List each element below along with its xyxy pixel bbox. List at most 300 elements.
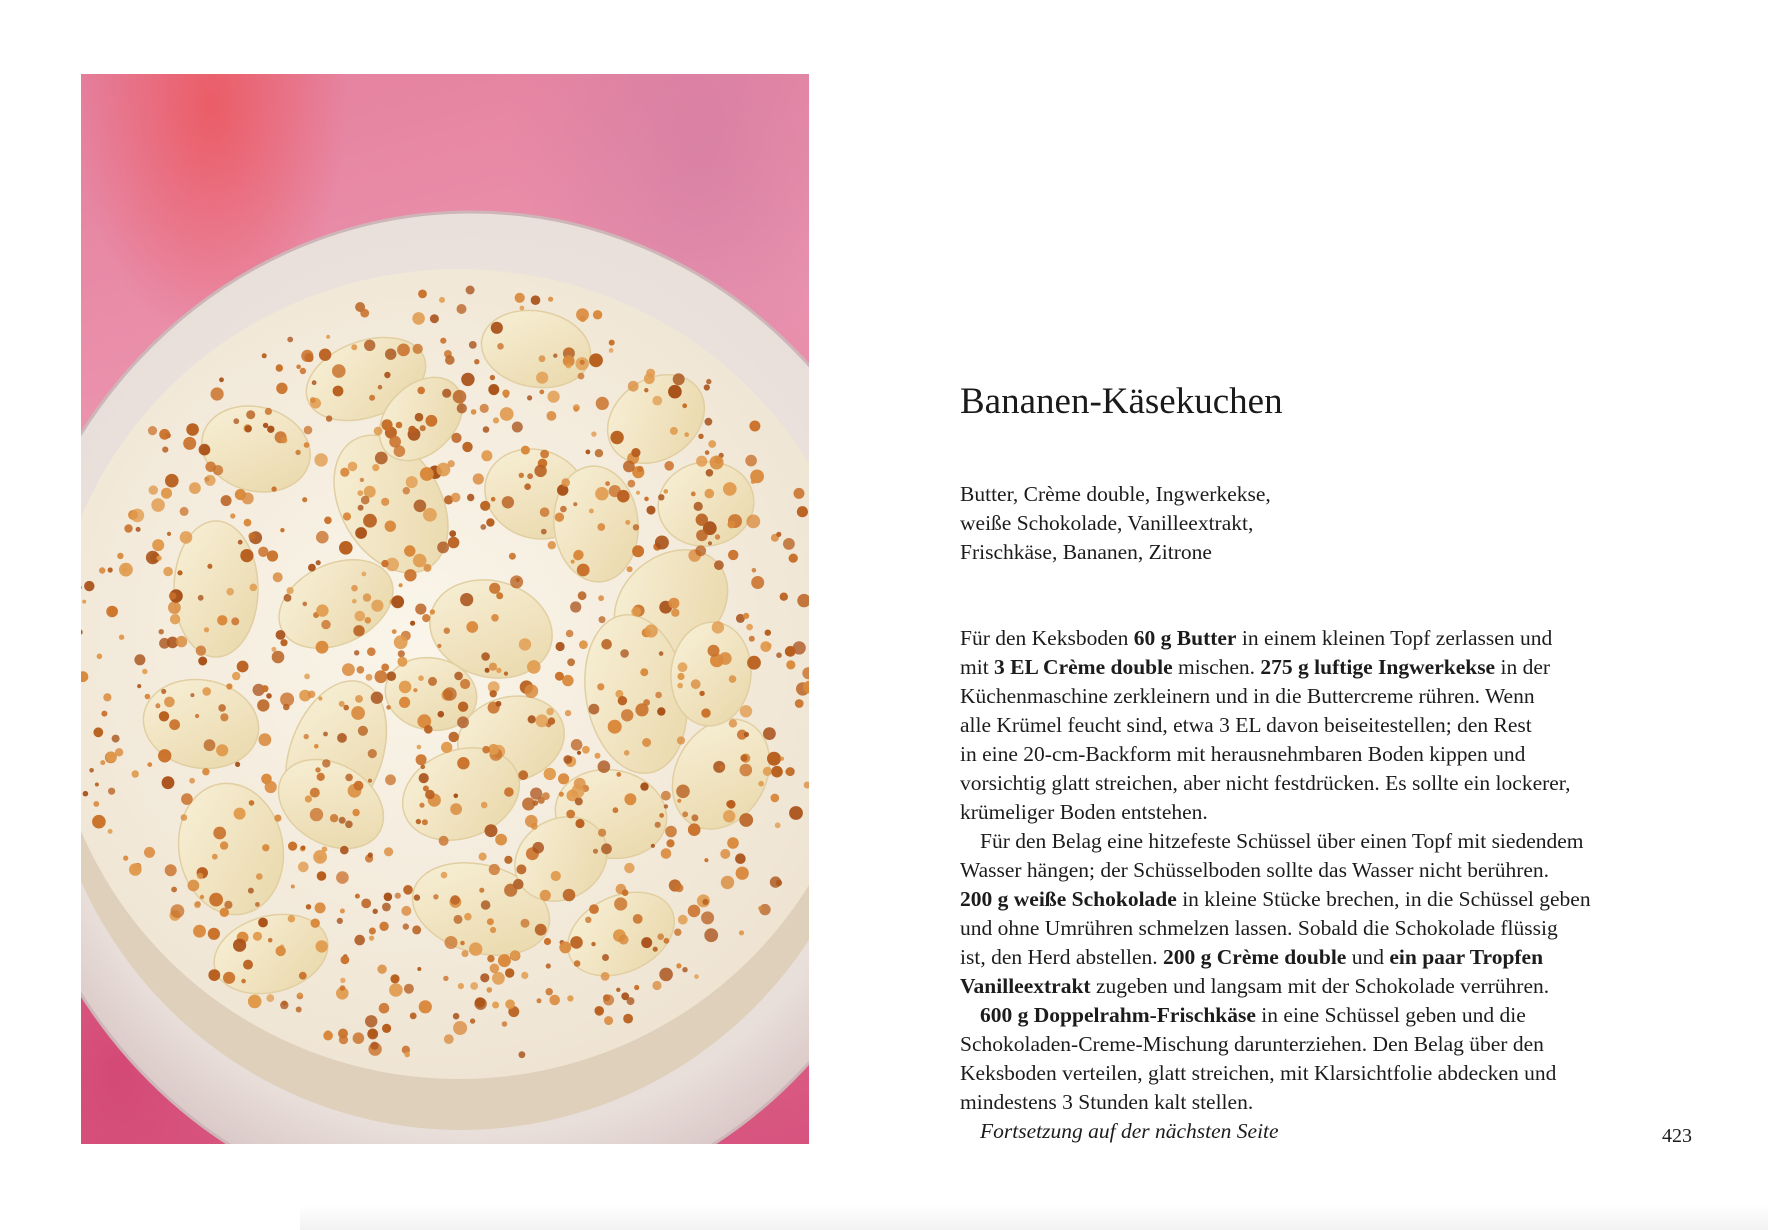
crumble-speck [510, 950, 519, 959]
crumble-speck [470, 982, 478, 990]
crumble-speck [399, 697, 410, 708]
crumble-speck [315, 767, 320, 772]
crumble-speck [245, 425, 252, 432]
crumble-speck [288, 842, 297, 851]
crumble-speck [536, 372, 548, 384]
crumble-speck [706, 469, 714, 477]
page-edge-shadow [300, 1205, 1768, 1230]
crumble-speck [678, 662, 688, 672]
crumble-speck [123, 856, 128, 861]
crumble-speck [340, 846, 349, 855]
crumble-speck [665, 826, 677, 838]
crumble-speck [439, 297, 445, 303]
crumble-speck [267, 550, 278, 561]
crumble-speck [280, 1001, 288, 1009]
crumble-speck [489, 583, 500, 594]
crumble-speck [301, 846, 306, 851]
crumble-speck [483, 426, 490, 433]
crumble-speck [404, 545, 415, 556]
crumble-speck [389, 436, 401, 448]
crumble-speck [535, 924, 547, 936]
crumble-speck [195, 714, 199, 718]
crumble-speck [566, 347, 572, 353]
crumble-speck [474, 998, 486, 1010]
crumble-speck [712, 621, 724, 633]
crumble-speck [230, 513, 235, 518]
crumble-speck [181, 814, 188, 821]
crumble-speck [321, 620, 330, 629]
crumble-speck [159, 638, 170, 649]
crumble-speck [358, 726, 368, 736]
crumble-speck [715, 534, 720, 539]
crumble-speck [384, 372, 390, 378]
crumble-speck [729, 719, 737, 727]
crumble-speck [591, 942, 595, 946]
crumble-speck [271, 647, 276, 652]
crumble-speck [339, 1035, 348, 1044]
crumble-speck [785, 768, 792, 775]
method-text-segment: ist, den Herd abstellen. [960, 945, 1164, 969]
crumble-speck [676, 963, 681, 968]
method-line [960, 885, 1700, 914]
crumble-speck [570, 936, 583, 949]
crumble-speck [186, 423, 199, 436]
crumble-speck [333, 386, 344, 397]
crumble-speck [371, 692, 383, 704]
crumble-speck [223, 972, 235, 984]
crumble-speck [675, 884, 683, 892]
crumble-speck [744, 732, 749, 737]
crumble-speck [238, 540, 243, 545]
crumble-speck [643, 699, 650, 706]
crumble-speck [746, 515, 760, 529]
crumble-speck [339, 817, 346, 824]
crumble-speck [770, 876, 781, 887]
crumble-speck [546, 963, 551, 968]
crumble-speck [124, 524, 132, 532]
crumble-speck [512, 422, 523, 433]
crumble-speck [410, 621, 415, 626]
crumble-speck [495, 834, 507, 846]
crumble-speck [504, 856, 512, 864]
crumble-speck [620, 649, 629, 658]
crumble-speck [481, 900, 491, 910]
method-text-segment: Für den Keksboden [960, 626, 1134, 650]
crumble-speck [486, 518, 494, 526]
crumble-speck [381, 560, 388, 567]
crumble-speck [481, 802, 488, 809]
method-line [960, 1088, 1700, 1117]
crumble-speck [525, 815, 538, 828]
crumble-speck [497, 343, 504, 350]
crumble-speck [410, 1013, 417, 1020]
crumble-speck [640, 668, 648, 676]
crumble-speck [401, 906, 411, 916]
crumble-speck [623, 461, 635, 473]
crumble-speck [631, 448, 640, 457]
crumble-speck [213, 827, 226, 840]
crumble-speck [496, 668, 501, 673]
crumble-speck [691, 492, 696, 497]
crumble-speck [527, 660, 541, 674]
crumble-speck [433, 894, 438, 899]
crumble-speck [780, 757, 784, 761]
method-text-segment: krümeliger Boden entstehen. [960, 800, 1208, 824]
crumble-speck [487, 987, 493, 993]
crumble-speck [466, 621, 478, 633]
crumble-speck [381, 664, 389, 672]
crumble-speck [368, 779, 372, 783]
crumble-speck [202, 687, 211, 696]
crumble-speck [485, 668, 490, 673]
crumble-speck [363, 514, 377, 528]
crumble-speck [504, 884, 517, 897]
crumble-speck [502, 496, 514, 508]
crumble-speck [469, 341, 477, 349]
crumble-speck [573, 502, 577, 506]
crumble-speck [450, 803, 462, 815]
crumble-speck [473, 473, 484, 484]
crumble-speck [151, 498, 165, 512]
crumble-speck [491, 497, 496, 502]
crumble-speck [189, 482, 201, 494]
method-text-segment: Wasser hängen; der Schüsselboden sollte das Wasser nicht berühren. [960, 858, 1550, 882]
crumble-speck [466, 286, 475, 295]
crumble-speck [502, 1021, 508, 1027]
method-text-segment: zugeben und langsam mit der Schokolade verrühren. [1090, 974, 1550, 998]
crumble-speck [233, 418, 239, 424]
page-number: 423 [1662, 1125, 1692, 1147]
crumble-speck [624, 750, 630, 756]
crumble-speck [664, 804, 668, 808]
crumble-speck [430, 609, 435, 614]
crumble-speck [92, 815, 106, 829]
crumble-speck [422, 819, 428, 825]
crumble-speck [785, 647, 795, 657]
crumble-speck [242, 492, 254, 504]
crumble-speck [574, 407, 579, 412]
crumble-speck [343, 512, 351, 520]
crumble-speck [555, 672, 564, 681]
ingredient-line: weiße Schokolade, Vanilleextrakt, [960, 511, 1254, 535]
crumble-speck [340, 909, 345, 914]
crumble-speck [489, 864, 500, 875]
crumble-speck [758, 781, 764, 787]
crumble-speck [618, 696, 627, 705]
crumble-speck [169, 592, 176, 599]
crumble-speck [161, 689, 166, 694]
crumble-speck [496, 592, 503, 599]
crumble-speck [224, 901, 232, 909]
crumble-speck [220, 713, 228, 721]
crumble-speck [595, 753, 601, 759]
crumble-speck [272, 651, 285, 664]
crumble-speck [574, 960, 581, 967]
crumble-speck [137, 684, 141, 688]
crumble-speck [661, 791, 671, 801]
crumble-speck [668, 598, 679, 609]
crumble-speck [637, 466, 643, 472]
crumble-speck [357, 490, 363, 496]
crumble-speck [248, 888, 254, 894]
crumble-speck [655, 822, 661, 828]
crumble-speck [382, 421, 392, 431]
crumble-speck [169, 719, 180, 730]
crumble-speck [563, 755, 572, 764]
crumble-speck [315, 902, 326, 913]
crumble-speck [312, 380, 317, 385]
crumble-speck [250, 584, 258, 592]
crumble-speck [323, 732, 328, 737]
crumble-speck [100, 760, 105, 765]
crumble-speck [549, 995, 560, 1006]
crumble-speck [426, 415, 438, 427]
crumble-speck [780, 593, 788, 601]
crumble-speck [519, 638, 531, 650]
crumble-speck [677, 736, 685, 744]
crumble-speck [505, 999, 515, 1009]
crumble-speck [481, 450, 492, 461]
crumble-speck [189, 778, 195, 784]
crumble-speck [655, 692, 662, 699]
crumble-speck [190, 693, 194, 697]
crumble-speck [97, 654, 103, 660]
crumble-speck [749, 421, 760, 432]
crumble-speck [647, 506, 656, 515]
crumble-speck [381, 498, 389, 506]
crumble-speck [280, 528, 284, 532]
crumble-speck [373, 909, 378, 914]
ingredient-line: Butter, Crème double, Ingwerkekse, [960, 482, 1271, 506]
crumble-speck [628, 381, 639, 392]
crumble-speck [437, 542, 449, 554]
crumble-speck [765, 630, 771, 636]
crumble-speck [291, 885, 295, 889]
crumble-speck [302, 497, 307, 502]
crumble-speck [449, 732, 459, 742]
crumble-speck [134, 654, 145, 665]
crumble-speck [704, 384, 710, 390]
crumble-speck [750, 470, 764, 484]
crumble-speck [624, 793, 636, 805]
crumble-speck [316, 560, 321, 565]
crumble-speck [208, 969, 220, 981]
crumble-speck [595, 1006, 604, 1015]
crumble-speck [404, 1052, 410, 1058]
crumble-speck [599, 616, 606, 623]
crumble-speck [631, 607, 641, 617]
crumble-speck [480, 404, 489, 413]
crumble-speck [164, 697, 175, 708]
crumble-speck [454, 672, 463, 681]
crumble-speck [93, 727, 103, 737]
method-text-segment: und [1346, 945, 1390, 969]
crumble-speck [298, 992, 302, 996]
crumble-speck [241, 979, 246, 984]
crumble-speck [602, 954, 609, 961]
crumble-speck [310, 788, 320, 798]
crumble-speck [314, 453, 327, 466]
crumble-speck [540, 507, 550, 517]
crumble-speck [763, 767, 772, 776]
crumble-speck [276, 630, 286, 640]
crumble-speck [200, 895, 204, 899]
crumble-speck [337, 733, 347, 743]
crumble-speck [219, 377, 224, 382]
crumble-speck [271, 486, 276, 491]
crumble-speck [131, 509, 145, 523]
recipe-title: Bananen-Käsekuchen [960, 381, 1283, 422]
crumble-speck [442, 389, 451, 398]
crumble-speck [688, 823, 701, 836]
crumble-speck [360, 478, 364, 482]
crumble-speck [403, 885, 413, 895]
crumble-speck [276, 383, 287, 394]
crumble-speck [445, 936, 458, 949]
crumble-speck [462, 442, 472, 452]
crumble-speck [298, 862, 309, 873]
method-text-segment: mindestens 3 Stunden kalt stellen. [960, 1090, 1254, 1114]
crumble-speck [671, 609, 679, 617]
ingredient-amount: 200 g weiße Schokolade [960, 887, 1177, 911]
crumble-speck [614, 897, 627, 910]
crumble-speck [739, 930, 744, 935]
crumble-speck [244, 519, 252, 527]
crumble-speck [106, 752, 117, 763]
crumble-speck [677, 683, 683, 689]
crumble-speck [340, 978, 345, 983]
crumble-speck [261, 774, 272, 785]
crumble-speck [721, 876, 734, 889]
crumble-speck [208, 928, 220, 940]
crumble-speck [577, 564, 590, 577]
crumble-speck [453, 390, 467, 404]
method-text [960, 624, 1700, 1146]
crumble-speck [527, 473, 533, 479]
crumble-speck [177, 570, 182, 575]
crumble-speck [423, 508, 437, 522]
crumble-speck [444, 628, 450, 634]
crumble-speck [504, 672, 508, 676]
crumble-speck [694, 974, 699, 979]
crumble-speck [571, 785, 584, 798]
crumble-speck [758, 906, 762, 910]
crumble-speck [419, 1000, 432, 1013]
crumble-speck [617, 490, 630, 503]
crumble-speck [193, 925, 206, 938]
crumble-speck [398, 650, 405, 657]
crumble-speck [369, 928, 376, 935]
crumble-speck [575, 819, 584, 828]
crumble-speck [539, 355, 546, 362]
crumble-speck [682, 403, 687, 408]
crumble-speck [767, 752, 781, 766]
method-line [960, 653, 1700, 682]
crumble-speck [565, 710, 571, 716]
crumble-speck [314, 744, 319, 749]
crumble-speck [577, 751, 581, 755]
crumble-speck [259, 733, 272, 746]
crumble-speck [351, 344, 357, 350]
crumble-speck [739, 813, 753, 827]
crumble-speck [653, 947, 658, 952]
crumble-speck [544, 938, 551, 945]
crumble-speck [213, 465, 223, 475]
crumble-speck [385, 521, 396, 532]
crumble-speck [304, 442, 310, 448]
crumble-speck [324, 517, 332, 525]
crumble-speck [470, 1018, 475, 1023]
crumble-speck [548, 541, 556, 549]
ingredient-amount: Vanilleextrakt [960, 974, 1091, 998]
ingredient-list [960, 480, 1520, 567]
crumble-speck [336, 871, 349, 884]
crumble-speck [453, 1021, 467, 1035]
crumble-speck [422, 614, 430, 622]
crumble-speck [492, 1002, 499, 1009]
crumble-speck [437, 463, 451, 477]
crumble-speck [589, 353, 603, 367]
crumble-speck [479, 888, 484, 893]
crumble-speck [621, 709, 633, 721]
crumble-speck [220, 841, 228, 849]
crumble-speck [524, 483, 531, 490]
crumble-speck [261, 685, 268, 692]
crumble-speck [666, 839, 674, 847]
crumble-speck [303, 602, 308, 607]
method-text-segment: Küchenmaschine zerkleinern und in die Buttercreme rühren. Wenn [960, 684, 1535, 708]
crumble-speck [323, 1031, 333, 1041]
crumble-speck [490, 690, 497, 697]
crumble-speck [342, 663, 355, 676]
crumble-speck [519, 473, 524, 478]
crumble-speck [149, 485, 158, 494]
crumble-speck [547, 411, 557, 421]
crumble-speck [641, 937, 652, 948]
crumble-speck [610, 431, 623, 444]
crumble-speck [387, 671, 397, 681]
crumble-speck [386, 705, 391, 710]
method-text-segment: in der [1495, 655, 1551, 679]
crumble-speck [129, 863, 142, 876]
crumble-speck [457, 716, 469, 728]
crumble-speck [420, 425, 426, 431]
crumble-speck [457, 757, 469, 769]
crumble-speck [522, 798, 535, 811]
crumble-speck [616, 988, 620, 992]
crumble-speck [233, 939, 246, 952]
crumble-speck [487, 918, 494, 925]
crumble-speck [655, 536, 669, 550]
crumble-speck [528, 715, 536, 723]
crumble-speck [642, 738, 651, 747]
crumble-speck [340, 468, 349, 477]
crumble-speck [318, 696, 322, 700]
crumble-speck [354, 935, 365, 946]
crumble-speck [532, 842, 544, 854]
crumble-speck [155, 703, 160, 708]
crumble-speck [403, 487, 410, 494]
crumble-speck [284, 594, 292, 602]
crumble-speck [708, 440, 716, 448]
crumble-speck [598, 829, 606, 837]
crumble-speck [161, 488, 172, 499]
crumble-speck [276, 946, 286, 956]
crumble-speck [624, 863, 634, 873]
crumble-speck [605, 481, 610, 486]
crumble-speck [280, 639, 287, 646]
crumble-speck [441, 872, 448, 879]
